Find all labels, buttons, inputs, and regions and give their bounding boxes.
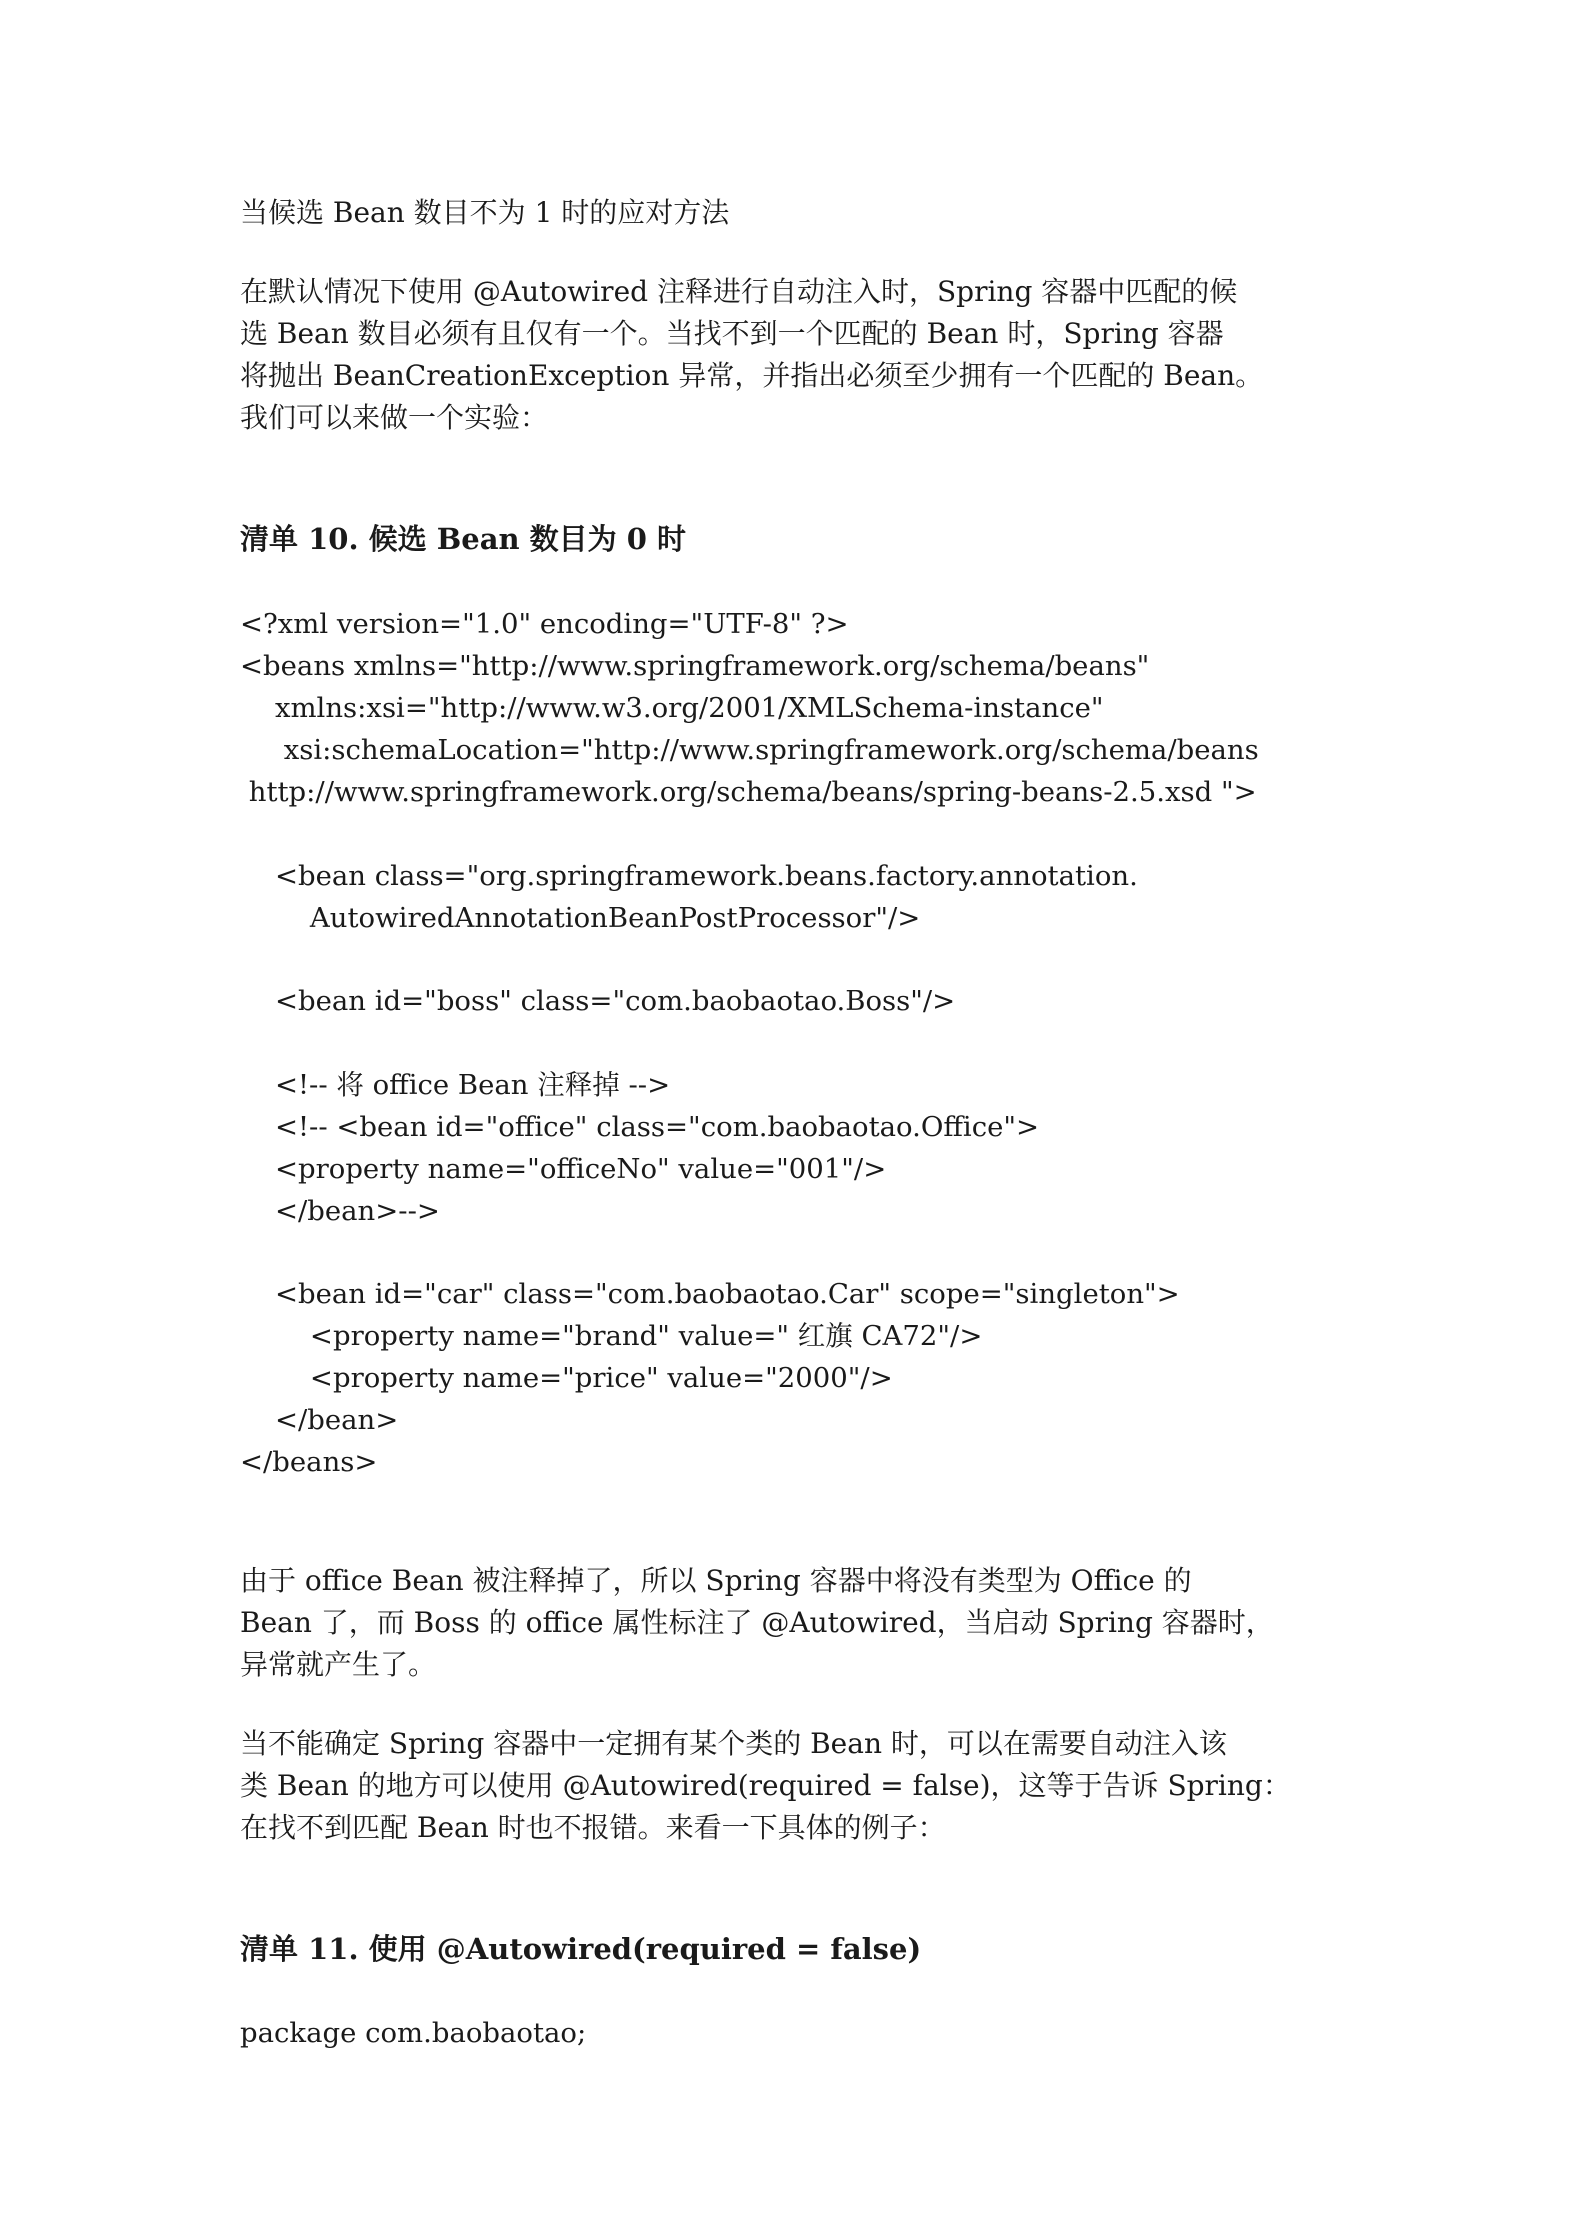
intro-line-2: 选 Bean 数目必须有且仅有一个。当找不到一个匹配的 Bean 时，Spring 容器 <box>240 317 1224 350</box>
section-title: 当候选 Bean 数目不为 1 时的应对方法 <box>240 196 730 229</box>
code-line: <property name="officeNo" value="001"/> <box>240 1153 887 1185</box>
code-line: <bean class="org.springframework.beans.factory.annotation. <box>240 860 1138 892</box>
para3-line-1: 当不能确定 Spring 容器中一定拥有某个类的 Bean 时，可以在需要自动注入该 <box>240 1727 1227 1760</box>
code-line: </beans> <box>240 1446 378 1478</box>
code-line: <property name="brand" value=" 红旗 CA72"/> <box>240 1320 983 1352</box>
code-line: <property name="price" value="2000"/> <box>240 1362 893 1394</box>
listing-11-title: 清单 11. 使用 @Autowired(required = false) <box>240 1932 922 1966</box>
code-line: <?xml version="1.0" encoding="UTF-8" ?> <box>240 608 849 640</box>
code-line: </bean>--> <box>240 1195 440 1227</box>
code-line: http://www.springframework.org/schema/beans/spring-beans-2.5.xsd "> <box>240 776 1257 808</box>
intro-line-1: 在默认情况下使用 @Autowired 注释进行自动注入时，Spring 容器中匹配的候 <box>240 275 1238 308</box>
code-line: <!-- 将 office Bean 注释掉 --> <box>240 1069 671 1101</box>
code-line: </bean> <box>240 1404 399 1436</box>
code-line: <bean id="car" class="com.baobaotao.Car" scope="singleton"> <box>240 1278 1180 1310</box>
code-line: AutowiredAnnotationBeanPostProcessor"/> <box>240 902 921 934</box>
intro-line-4: 我们可以来做一个实验： <box>240 401 549 434</box>
code-line: <bean id="boss" class="com.baobaotao.Boss"/> <box>240 985 956 1017</box>
listing-10-title: 清单 10. 候选 Bean 数目为 0 时 <box>240 522 687 556</box>
code-line: <beans xmlns="http://www.springframework.org/schema/beans" <box>240 650 1150 682</box>
code-line: <!-- <bean id="office" class="com.baobaotao.Office"> <box>240 1111 1040 1143</box>
para2-line-2: Bean 了，而 Boss 的 office 属性标注了 @Autowired，当启动 Spring 容器时， <box>240 1606 1274 1639</box>
para2-line-3: 异常就产生了。 <box>240 1648 437 1681</box>
intro-line-3: 将抛出 BeanCreationException 异常，并指出必须至少拥有一个匹配的 Bean。 <box>240 359 1264 392</box>
para2-line-1: 由于 office Bean 被注释掉了，所以 Spring 容器中将没有类型为 Office 的 <box>240 1564 1192 1597</box>
code-line: package com.baobaotao; <box>240 2017 587 2049</box>
code-line: xmlns:xsi="http://www.w3.org/2001/XMLSchema-instance" <box>240 692 1104 724</box>
para3-line-3: 在找不到匹配 Bean 时也不报错。来看一下具体的例子： <box>240 1811 946 1844</box>
code-line: xsi:schemaLocation="http://www.springframework.org/schema/beans <box>240 734 1259 766</box>
para3-line-2: 类 Bean 的地方可以使用 @Autowired(required = false)，这等于告诉 Spring： <box>240 1769 1291 1802</box>
